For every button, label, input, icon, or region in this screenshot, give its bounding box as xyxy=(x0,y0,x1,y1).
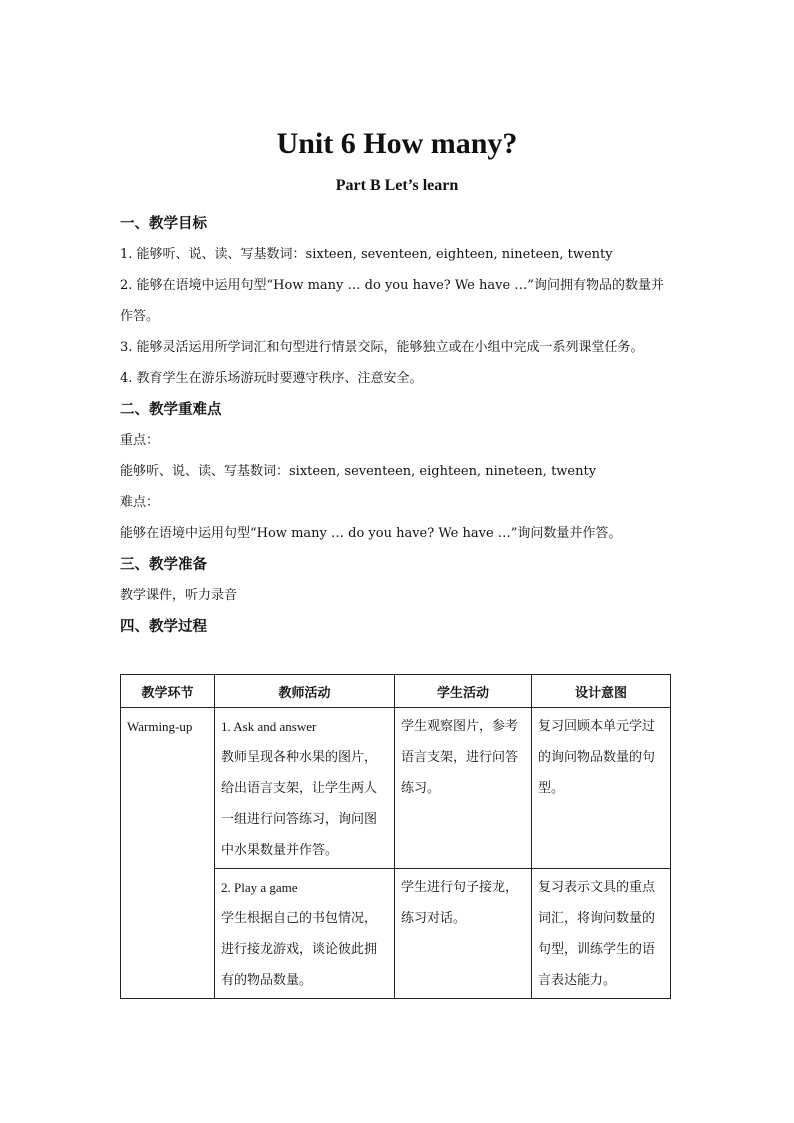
preparation-text: 教学课件，听力录音 xyxy=(120,588,238,603)
document-title: Unit 6 How many? xyxy=(276,127,518,160)
student-activity-text: 学生进行句子接龙，练习对话。 xyxy=(401,880,519,926)
key-point-text: 能够听、说、读、写基数词：sixteen, seventeen, eighteen, nineteen, twenty xyxy=(120,464,597,479)
difficult-point-label: 难点： xyxy=(120,495,160,510)
teacher-activity-text: 教师呈现各种水果的图片，给出语言支架，让学生两人一组进行问答练习，询问图中水果数量并作答。 xyxy=(221,750,378,858)
design-intent-text: 复习表示文具的重点词汇，将询问数量的句型，训练学生的语言表达能力。 xyxy=(538,880,656,988)
teacher-activity-text: 学生根据自己的书包情况，进行接龙游戏，谈论彼此拥有的物品数量。 xyxy=(221,911,378,988)
design-intent-text: 复习回顾本单元学过的询问物品数量的句型。 xyxy=(538,719,656,796)
table-header-row xyxy=(121,675,671,708)
header-design-intent: 设计意图 xyxy=(532,675,671,708)
objective-item-1: 1. 能够听、说、读、写基数词：sixteen, seventeen, eighteen, nineteen, twenty xyxy=(120,247,613,262)
teacher-activity-cell xyxy=(215,869,395,999)
section-heading-process: 四、教学过程 xyxy=(120,618,207,635)
student-activity-cell xyxy=(395,869,532,999)
design-intent-cell xyxy=(532,869,671,999)
key-point-label: 重点： xyxy=(120,433,160,448)
document-subtitle: Part B Let’s learn xyxy=(335,177,459,194)
stage-cell xyxy=(121,708,215,999)
objective-item-2: 2. 能够在语境中运用句型“How many … do you have? We have …”询问拥有物品的数量并作答。 xyxy=(120,278,664,324)
objective-item-3: 3. 能够灵活运用所学词汇和句型进行情景交际，能够独立或在小组中完成一系列课堂任务。 xyxy=(120,340,644,355)
header-stage: 教学环节 xyxy=(121,675,215,708)
table-row xyxy=(121,708,671,869)
student-activity-text: 学生观察图片，参考语言支架，进行问答练习。 xyxy=(401,719,519,796)
teaching-process-table xyxy=(120,674,671,999)
difficult-point-text: 能够在语境中运用句型“How many … do you have? We have …”询问数量并作答。 xyxy=(120,526,622,541)
teacher-activity-title: 2. Play a game xyxy=(221,880,298,895)
teacher-activity-title: 1. Ask and answer xyxy=(221,719,317,734)
design-intent-cell xyxy=(532,708,671,869)
student-activity-cell xyxy=(395,708,532,869)
teacher-activity-cell xyxy=(215,708,395,869)
section-heading-key-points: 二、教学重难点 xyxy=(120,401,222,418)
objective-item-4: 4. 教育学生在游乐场游玩时要遵守秩序、注意安全。 xyxy=(120,371,423,386)
document-body xyxy=(120,208,674,642)
section-heading-objectives: 一、教学目标 xyxy=(120,215,207,232)
header-student-activity: 学生活动 xyxy=(395,675,532,708)
header-teacher-activity: 教师活动 xyxy=(215,675,395,708)
section-heading-preparation: 三、教学准备 xyxy=(120,556,207,573)
stage-label: Warming-up xyxy=(127,719,193,734)
